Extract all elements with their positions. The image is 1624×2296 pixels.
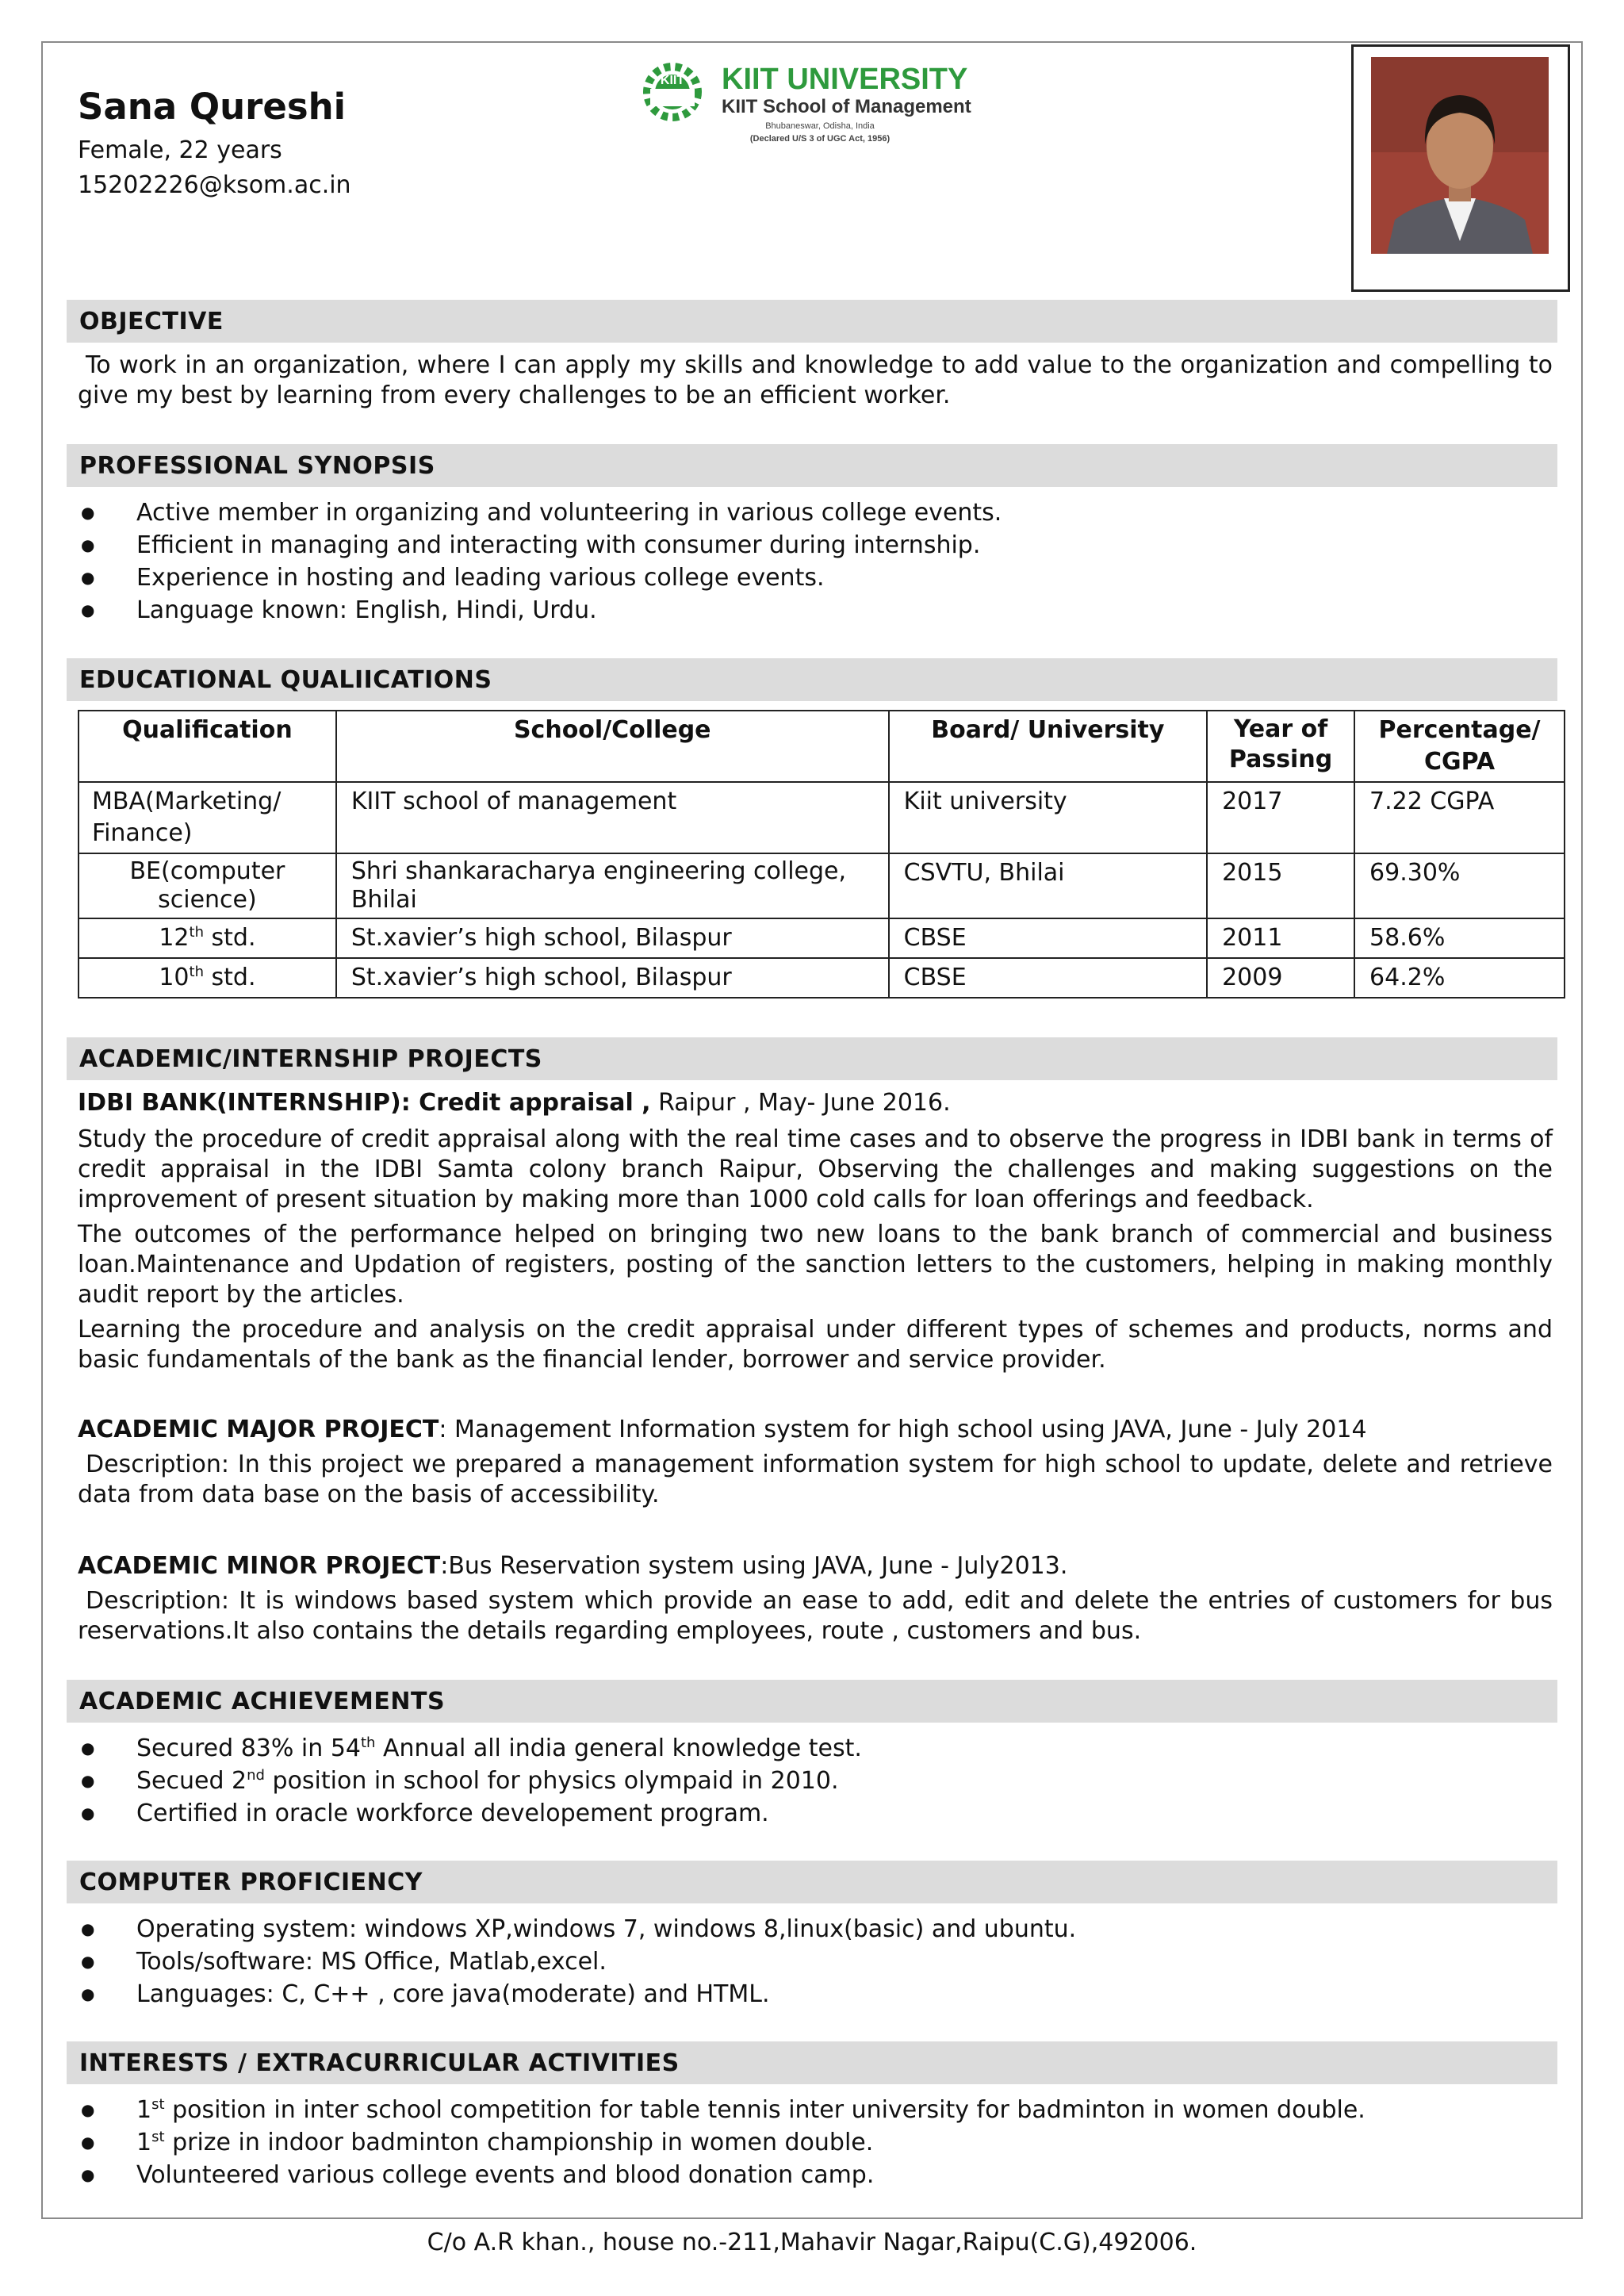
column-header: School/College <box>336 711 889 782</box>
list-item: ● Secured 83% in 54th Annual all india general knowledge test. <box>78 1732 862 1765</box>
objective-text: To work in an organization, where I can apply my skills and knowledge to add value to the organization and compelling to give my best by learning from every challenges to be an efficient worker. <box>78 351 1553 409</box>
column-header: Qualification <box>79 711 336 782</box>
education-table <box>78 710 1565 999</box>
emblem-text: KIIT <box>660 74 685 87</box>
list-item: ● Secued 2nd position in school for physics olympaid in 2010. <box>78 1765 862 1797</box>
section-computer <box>67 1861 1557 1903</box>
list-item: ● 1st position in inter school competition for table tennis inter university for badminton in women double. <box>78 2094 1365 2126</box>
section-achievements <box>67 1680 1557 1723</box>
qualification-cell: BE(computer science) <box>79 853 336 918</box>
email: 15202226@ksom.ac.in <box>78 171 351 199</box>
list-item: ● Operating system: windows XP,windows 7, windows 8,linux(basic) and ubuntu. <box>78 1913 1076 1945</box>
school-name: KIIT School of Management <box>722 96 971 117</box>
year-cell: 2015 <box>1207 853 1354 918</box>
board-cell: CBSE <box>889 958 1207 998</box>
profile-photo <box>1371 57 1549 254</box>
location: Bhubaneswar, Odisha, India <box>765 121 875 131</box>
kiit-logo <box>626 57 1071 152</box>
list-item: ● Certified in oracle workforce developement program. <box>78 1797 862 1830</box>
qualification-cell: 10th std. <box>79 958 336 998</box>
minor-project-heading: ACADEMIC MINOR PROJECT:Bus Reservation system using JAVA, June - July2013. <box>78 1552 1068 1580</box>
list-item: ● Experience in hosting and leading various college events. <box>78 562 1002 594</box>
candidate-name: Sana Qureshi <box>78 86 347 128</box>
score-cell: 58.6% <box>1354 918 1565 958</box>
school-cell: St.xavier’s high school, Bilaspur <box>336 958 889 998</box>
section-title: INTERESTS / EXTRACURRICULAR ACTIVITIES <box>79 2049 680 2077</box>
year-cell: 2009 <box>1207 958 1354 998</box>
table-row <box>79 782 1565 853</box>
minor-project-description: Description: It is windows based system which provide an ease to add, edit and delete the entries of customers for bus reservations.It also contains the details regarding employees, route , customers and bus. <box>78 1587 1553 1645</box>
gear-emblem-icon <box>647 67 698 117</box>
score-cell: 64.2% <box>1354 958 1565 998</box>
score-cell: 69.30% <box>1354 853 1565 918</box>
column-header: Percentage/ CGPA <box>1354 711 1565 782</box>
section-title: ACADEMIC/INTERNSHIP PROJECTS <box>79 1045 542 1073</box>
section-title: OBJECTIVE <box>79 308 224 335</box>
section-title: ACADEMIC ACHIEVEMENTS <box>79 1688 446 1715</box>
qualification-cell: 12th std. <box>79 918 336 958</box>
list-item: ● Language known: English, Hindi, Urdu. <box>78 594 1002 627</box>
computer-list <box>78 1913 1076 2010</box>
table-row <box>79 958 1565 998</box>
internship-paragraph: The outcomes of the performance helped on bringing two new loans to the bank branch of commercial and business loan.Maintenance and Updation of registers, posting of the sanction letters to the customers, helping in making monthly audit report by the articles. <box>78 1221 1553 1309</box>
board-cell: Kiit university <box>889 782 1207 853</box>
column-header: Board/ University <box>889 711 1207 782</box>
footer-address: C/o A.R khan., house no.-211,Mahavir Nagar,Raipu(C.G),492006. <box>427 2229 1197 2256</box>
column-header: Year of Passing <box>1207 711 1354 782</box>
year-cell: 2017 <box>1207 782 1354 853</box>
year-cell: 2011 <box>1207 918 1354 958</box>
list-item: ● Languages: C, C++ , core java(moderate) and HTML. <box>78 1978 1076 2010</box>
section-title: PROFESSIONAL SYNOPSIS <box>79 452 435 480</box>
school-cell: St.xavier’s high school, Bilaspur <box>336 918 889 958</box>
list-item: ● Volunteered various college events and blood donation camp. <box>78 2159 1365 2191</box>
section-synopsis <box>67 444 1557 487</box>
achievements-list <box>78 1732 862 1830</box>
section-projects <box>67 1037 1557 1080</box>
table-row <box>79 918 1565 958</box>
board-cell: CBSE <box>889 918 1207 958</box>
school-cell: Shri shankaracharya engineering college, Bhilai <box>336 853 889 918</box>
list-item: ● Active member in organizing and volunteering in various college events. <box>78 496 1002 529</box>
list-item: ● 1st prize in indoor badminton championship in women double. <box>78 2126 1365 2159</box>
internship-heading: IDBI BANK(INTERNSHIP): Credit appraisal , Raipur , May- June 2016. <box>78 1089 951 1117</box>
score-cell: 7.22 CGPA <box>1354 782 1565 853</box>
qualification-cell: MBA(Marketing/ Finance) <box>79 782 336 853</box>
section-title: COMPUTER PROFICIENCY <box>79 1869 423 1896</box>
list-item: ● Tools/software: MS Office, Matlab,excel. <box>78 1945 1076 1978</box>
table-header-row <box>79 711 1565 782</box>
gender-age: Female, 22 years <box>78 136 282 164</box>
board-cell: CSVTU, Bhilai <box>889 853 1207 918</box>
list-item: ● Efficient in managing and interacting with consumer during internship. <box>78 529 1002 562</box>
section-title: EDUCATIONAL QUALIICATIONS <box>79 666 492 694</box>
internship-paragraph: Study the procedure of credit appraisal along with the real time cases and to observe the progress in IDBI bank in terms of credit appraisal in the IDBI Samta colony branch Raipur, Observing the challenges and making suggestions on the improvement of present situation by making more than 1000 cold calls for loan offerings and feedback. <box>78 1125 1553 1213</box>
major-project-description: Description: In this project we prepared a management information system for high school to update, delete and retrieve data from data base on the basis of accessibility. <box>78 1451 1553 1508</box>
declared-text: (Declared U/S 3 of UGC Act, 1956) <box>749 134 891 144</box>
major-project-heading: ACADEMIC MAJOR PROJECT: Management Information system for high school using JAVA, June - July 2014 <box>78 1416 1367 1443</box>
table-row <box>79 853 1565 918</box>
internship-paragraph: Learning the procedure and analysis on the credit appraisal under different types of schemes and products, norms and basic fundamentals of the bank as the financial lender, borrower and service provider. <box>78 1316 1553 1374</box>
synopsis-list <box>78 496 1002 627</box>
interests-list <box>78 2094 1365 2191</box>
section-objective <box>67 300 1557 343</box>
section-interests <box>67 2041 1557 2084</box>
school-cell: KIIT school of management <box>336 782 889 853</box>
section-education <box>67 658 1557 701</box>
university-name: KIIT UNIVERSITY <box>722 63 968 96</box>
